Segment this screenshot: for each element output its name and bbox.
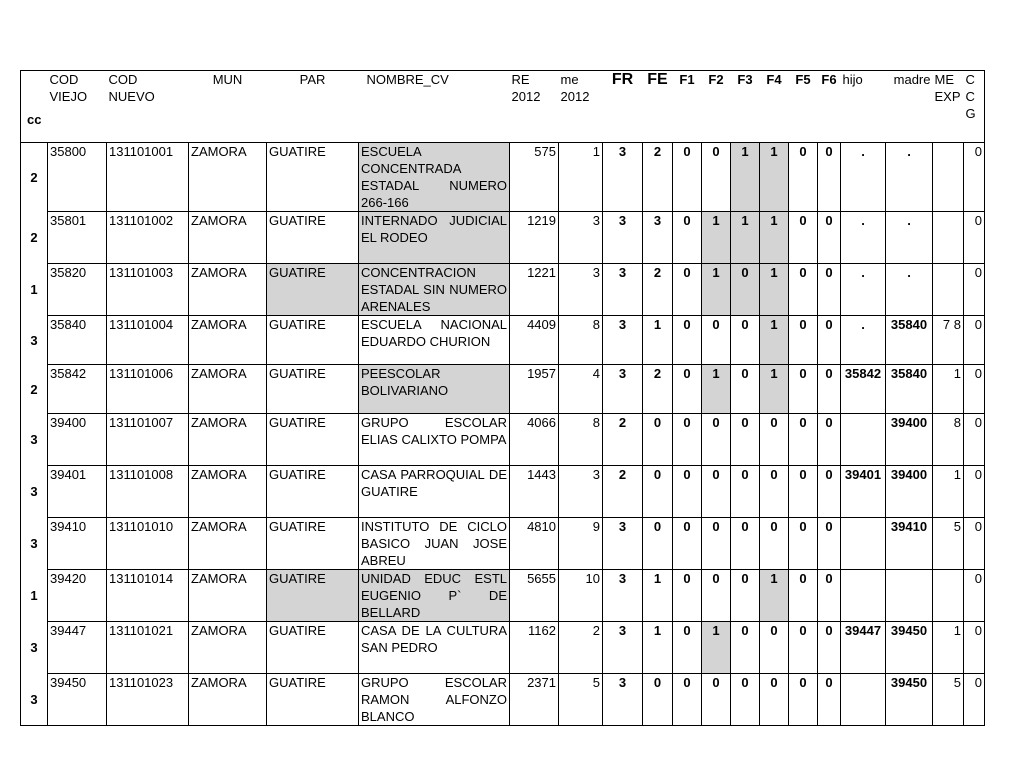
f3-cell: 0 bbox=[731, 674, 760, 726]
table-body bbox=[21, 143, 985, 726]
table-row bbox=[21, 316, 985, 365]
par-cell: GUATIRE bbox=[267, 570, 359, 622]
f5-cell: 0 bbox=[789, 143, 818, 212]
fr-cell: 3 bbox=[603, 518, 643, 570]
fr-cell: 3 bbox=[603, 365, 643, 414]
nombre-cell: UNIDAD EDUC ESTL EUGENIO P` DE BELLARD bbox=[359, 570, 510, 622]
f3-cell: 0 bbox=[731, 365, 760, 414]
f2-cell: 0 bbox=[702, 316, 731, 365]
f4-cell: 0 bbox=[760, 414, 789, 466]
par-cell: GUATIRE bbox=[267, 143, 359, 212]
f1-cell: 0 bbox=[673, 316, 702, 365]
ccg-cell: 0 bbox=[964, 365, 985, 414]
f1-cell: 0 bbox=[673, 365, 702, 414]
fr-cell: 3 bbox=[603, 212, 643, 264]
header-f2: F2 bbox=[702, 71, 731, 143]
f6-cell: 0 bbox=[818, 264, 841, 316]
hijo-cell bbox=[841, 518, 886, 570]
cod-viejo-cell: 39447 bbox=[48, 622, 107, 674]
table-row bbox=[21, 518, 985, 570]
madre-cell: 39450 bbox=[886, 622, 933, 674]
cc-cell: 3 bbox=[21, 622, 48, 674]
f4-cell: 1 bbox=[760, 316, 789, 365]
f4-cell: 0 bbox=[760, 622, 789, 674]
me-cell: 8 bbox=[559, 316, 603, 365]
ccg-cell: 0 bbox=[964, 466, 985, 518]
me-cell: 3 bbox=[559, 264, 603, 316]
f3-cell: 0 bbox=[731, 414, 760, 466]
cod-nuevo-cell: 131101010 bbox=[107, 518, 189, 570]
ccg-cell: 0 bbox=[964, 143, 985, 212]
par-cell: GUATIRE bbox=[267, 622, 359, 674]
nombre-cell: CASA PARROQUIAL DE GUATIRE bbox=[359, 466, 510, 518]
f6-cell: 0 bbox=[818, 518, 841, 570]
fe-cell: 1 bbox=[643, 316, 673, 365]
re-cell: 2371 bbox=[510, 674, 559, 726]
f5-cell: 0 bbox=[789, 365, 818, 414]
cod-nuevo-cell: 131101014 bbox=[107, 570, 189, 622]
f2-cell: 0 bbox=[702, 518, 731, 570]
f4-cell: 1 bbox=[760, 143, 789, 212]
header-f5: F5 bbox=[789, 71, 818, 143]
cc-cell: 3 bbox=[21, 674, 48, 726]
me-cell: 10 bbox=[559, 570, 603, 622]
me-exp-cell bbox=[933, 570, 964, 622]
par-cell: GUATIRE bbox=[267, 365, 359, 414]
cc-cell: 2 bbox=[21, 212, 48, 264]
mun-cell: ZAMORA bbox=[189, 365, 267, 414]
fr-cell: 3 bbox=[603, 316, 643, 365]
mun-cell: ZAMORA bbox=[189, 212, 267, 264]
mun-cell: ZAMORA bbox=[189, 570, 267, 622]
hijo-cell: . bbox=[841, 143, 886, 212]
header-cod-viejo: COD VIEJO bbox=[48, 71, 107, 143]
header-fr: FR bbox=[603, 71, 643, 143]
nombre-cell: GRUPO ESCOLAR ELIAS CALIXTO POMPA bbox=[359, 414, 510, 466]
cod-nuevo-cell: 131101008 bbox=[107, 466, 189, 518]
re-cell: 1221 bbox=[510, 264, 559, 316]
header-madre: madre bbox=[886, 71, 933, 143]
cod-nuevo-cell: 131101023 bbox=[107, 674, 189, 726]
f3-cell: 0 bbox=[731, 518, 760, 570]
me-exp-cell: 1 bbox=[933, 622, 964, 674]
nombre-cell: INSTITUTO DE CICLO BASICO JUAN JOSE ABREU bbox=[359, 518, 510, 570]
ccg-cell: 0 bbox=[964, 264, 985, 316]
ccg-cell: 0 bbox=[964, 674, 985, 726]
f1-cell: 0 bbox=[673, 143, 702, 212]
mun-cell: ZAMORA bbox=[189, 518, 267, 570]
re-cell: 1219 bbox=[510, 212, 559, 264]
cod-viejo-cell: 39450 bbox=[48, 674, 107, 726]
cod-viejo-cell: 35842 bbox=[48, 365, 107, 414]
header-cod-nuevo: COD NUEVO bbox=[107, 71, 189, 143]
f6-cell: 0 bbox=[818, 212, 841, 264]
table-row bbox=[21, 264, 985, 316]
par-cell: GUATIRE bbox=[267, 466, 359, 518]
cc-cell: 2 bbox=[21, 365, 48, 414]
table-row bbox=[21, 674, 985, 726]
hijo-cell bbox=[841, 674, 886, 726]
table-row bbox=[21, 143, 985, 212]
fr-cell: 3 bbox=[603, 143, 643, 212]
f2-cell: 0 bbox=[702, 570, 731, 622]
cod-nuevo-cell: 131101007 bbox=[107, 414, 189, 466]
table-row bbox=[21, 622, 985, 674]
f5-cell: 0 bbox=[789, 414, 818, 466]
f6-cell: 0 bbox=[818, 674, 841, 726]
fe-cell: 0 bbox=[643, 414, 673, 466]
fe-cell: 2 bbox=[643, 264, 673, 316]
hijo-cell: 39447 bbox=[841, 622, 886, 674]
table-row bbox=[21, 466, 985, 518]
re-cell: 5655 bbox=[510, 570, 559, 622]
mun-cell: ZAMORA bbox=[189, 316, 267, 365]
ccg-cell: 0 bbox=[964, 570, 985, 622]
nombre-cell: CONCENTRACION ESTADAL SIN NUMERO ARENALES bbox=[359, 264, 510, 316]
f1-cell: 0 bbox=[673, 674, 702, 726]
table-row bbox=[21, 365, 985, 414]
f1-cell: 0 bbox=[673, 570, 702, 622]
par-cell: GUATIRE bbox=[267, 316, 359, 365]
f5-cell: 0 bbox=[789, 570, 818, 622]
me-cell: 3 bbox=[559, 466, 603, 518]
fr-cell: 3 bbox=[603, 674, 643, 726]
schools-table bbox=[20, 70, 985, 726]
cod-nuevo-cell: 131101004 bbox=[107, 316, 189, 365]
me-cell: 1 bbox=[559, 143, 603, 212]
mun-cell: ZAMORA bbox=[189, 414, 267, 466]
re-cell: 4066 bbox=[510, 414, 559, 466]
f2-cell: 0 bbox=[702, 143, 731, 212]
madre-cell: 39400 bbox=[886, 414, 933, 466]
fe-cell: 1 bbox=[643, 622, 673, 674]
header-ccg: C C G bbox=[964, 71, 985, 143]
f1-cell: 0 bbox=[673, 414, 702, 466]
ccg-cell: 0 bbox=[964, 316, 985, 365]
f3-cell: 0 bbox=[731, 264, 760, 316]
re-cell: 1957 bbox=[510, 365, 559, 414]
table-header bbox=[21, 71, 985, 143]
cod-viejo-cell: 35840 bbox=[48, 316, 107, 365]
hijo-cell bbox=[841, 570, 886, 622]
fr-cell: 3 bbox=[603, 264, 643, 316]
madre-cell: 39450 bbox=[886, 674, 933, 726]
header-me-exp: ME EXP bbox=[933, 71, 964, 143]
header-mun: MUN bbox=[189, 71, 267, 143]
f5-cell: 0 bbox=[789, 316, 818, 365]
f6-cell: 0 bbox=[818, 316, 841, 365]
header-nombre: NOMBRE_CV bbox=[359, 71, 510, 143]
f1-cell: 0 bbox=[673, 264, 702, 316]
me-exp-cell: 5 bbox=[933, 674, 964, 726]
mun-cell: ZAMORA bbox=[189, 143, 267, 212]
f1-cell: 0 bbox=[673, 518, 702, 570]
f6-cell: 0 bbox=[818, 622, 841, 674]
mun-cell: ZAMORA bbox=[189, 466, 267, 518]
fe-cell: 1 bbox=[643, 570, 673, 622]
f5-cell: 0 bbox=[789, 466, 818, 518]
mun-cell: ZAMORA bbox=[189, 622, 267, 674]
re-cell: 1162 bbox=[510, 622, 559, 674]
f5-cell: 0 bbox=[789, 674, 818, 726]
header-me: me 2012 bbox=[559, 71, 603, 143]
cc-cell: 3 bbox=[21, 316, 48, 365]
f1-cell: 0 bbox=[673, 466, 702, 518]
me-cell: 9 bbox=[559, 518, 603, 570]
madre-cell: 39410 bbox=[886, 518, 933, 570]
f3-cell: 0 bbox=[731, 570, 760, 622]
f4-cell: 1 bbox=[760, 264, 789, 316]
f2-cell: 1 bbox=[702, 365, 731, 414]
ccg-cell: 0 bbox=[964, 518, 985, 570]
f3-cell: 1 bbox=[731, 143, 760, 212]
nombre-cell: PEESCOLAR BOLIVARIANO bbox=[359, 365, 510, 414]
cc-cell: 2 bbox=[21, 143, 48, 212]
f1-cell: 0 bbox=[673, 212, 702, 264]
f3-cell: 0 bbox=[731, 316, 760, 365]
fe-cell: 0 bbox=[643, 466, 673, 518]
mun-cell: ZAMORA bbox=[189, 264, 267, 316]
f5-cell: 0 bbox=[789, 518, 818, 570]
f4-cell: 1 bbox=[760, 570, 789, 622]
fe-cell: 0 bbox=[643, 518, 673, 570]
cod-nuevo-cell: 131101006 bbox=[107, 365, 189, 414]
me-cell: 2 bbox=[559, 622, 603, 674]
hijo-cell bbox=[841, 414, 886, 466]
madre-cell: . bbox=[886, 212, 933, 264]
header-f4: F4 bbox=[760, 71, 789, 143]
header-fe: FE bbox=[643, 71, 673, 143]
me-exp-cell: 7 8 bbox=[933, 316, 964, 365]
f6-cell: 0 bbox=[818, 365, 841, 414]
cc-cell: 3 bbox=[21, 414, 48, 466]
header-f6: F6 bbox=[818, 71, 841, 143]
table-row bbox=[21, 414, 985, 466]
re-cell: 575 bbox=[510, 143, 559, 212]
par-cell: GUATIRE bbox=[267, 518, 359, 570]
madre-cell: 35840 bbox=[886, 365, 933, 414]
par-cell: GUATIRE bbox=[267, 264, 359, 316]
re-cell: 1443 bbox=[510, 466, 559, 518]
madre-cell: 39400 bbox=[886, 466, 933, 518]
par-cell: GUATIRE bbox=[267, 414, 359, 466]
me-cell: 4 bbox=[559, 365, 603, 414]
f2-cell: 1 bbox=[702, 212, 731, 264]
fe-cell: 2 bbox=[643, 143, 673, 212]
f3-cell: 0 bbox=[731, 622, 760, 674]
hijo-cell: 35842 bbox=[841, 365, 886, 414]
f6-cell: 0 bbox=[818, 466, 841, 518]
header-f1: F1 bbox=[673, 71, 702, 143]
par-cell: GUATIRE bbox=[267, 212, 359, 264]
cc-cell: 3 bbox=[21, 466, 48, 518]
ccg-cell: 0 bbox=[964, 622, 985, 674]
f2-cell: 0 bbox=[702, 466, 731, 518]
cod-viejo-cell: 35800 bbox=[48, 143, 107, 212]
me-exp-cell: 8 bbox=[933, 414, 964, 466]
cod-viejo-cell: 35801 bbox=[48, 212, 107, 264]
hijo-cell: . bbox=[841, 264, 886, 316]
hijo-cell: . bbox=[841, 316, 886, 365]
f6-cell: 0 bbox=[818, 570, 841, 622]
fr-cell: 2 bbox=[603, 466, 643, 518]
f4-cell: 1 bbox=[760, 212, 789, 264]
f5-cell: 0 bbox=[789, 212, 818, 264]
f4-cell: 0 bbox=[760, 674, 789, 726]
cod-viejo-cell: 39410 bbox=[48, 518, 107, 570]
f6-cell: 0 bbox=[818, 143, 841, 212]
me-exp-cell: 1 bbox=[933, 365, 964, 414]
me-cell: 5 bbox=[559, 674, 603, 726]
cod-viejo-cell: 39400 bbox=[48, 414, 107, 466]
nombre-cell: GRUPO ESCOLAR RAMON ALFONZO BLANCO bbox=[359, 674, 510, 726]
header-par: PAR bbox=[267, 71, 359, 143]
ccg-cell: 0 bbox=[964, 212, 985, 264]
f6-cell: 0 bbox=[818, 414, 841, 466]
cc-cell: 1 bbox=[21, 570, 48, 622]
madre-cell: 35840 bbox=[886, 316, 933, 365]
cod-nuevo-cell: 131101002 bbox=[107, 212, 189, 264]
f3-cell: 1 bbox=[731, 212, 760, 264]
fr-cell: 3 bbox=[603, 570, 643, 622]
cod-nuevo-cell: 131101001 bbox=[107, 143, 189, 212]
nombre-cell: CASA DE LA CULTURA SAN PEDRO bbox=[359, 622, 510, 674]
cc-cell: 1 bbox=[21, 264, 48, 316]
me-exp-cell: 5 bbox=[933, 518, 964, 570]
table-row bbox=[21, 212, 985, 264]
f2-cell: 0 bbox=[702, 674, 731, 726]
me-cell: 3 bbox=[559, 212, 603, 264]
ccg-cell: 0 bbox=[964, 414, 985, 466]
f2-cell: 1 bbox=[702, 622, 731, 674]
f5-cell: 0 bbox=[789, 264, 818, 316]
me-exp-cell: 1 bbox=[933, 466, 964, 518]
hijo-cell: 39401 bbox=[841, 466, 886, 518]
cod-viejo-cell: 39420 bbox=[48, 570, 107, 622]
madre-cell bbox=[886, 570, 933, 622]
f5-cell: 0 bbox=[789, 622, 818, 674]
cc-cell: 3 bbox=[21, 518, 48, 570]
mun-cell: ZAMORA bbox=[189, 674, 267, 726]
re-cell: 4810 bbox=[510, 518, 559, 570]
f4-cell: 1 bbox=[760, 365, 789, 414]
nombre-cell: INTERNADO JUDICIAL EL RODEO bbox=[359, 212, 510, 264]
me-cell: 8 bbox=[559, 414, 603, 466]
hijo-cell: . bbox=[841, 212, 886, 264]
fe-cell: 3 bbox=[643, 212, 673, 264]
nombre-cell: ESCUELA CONCENTRADA ESTADAL NUMERO 266-166 bbox=[359, 143, 510, 212]
madre-cell: . bbox=[886, 264, 933, 316]
fr-cell: 2 bbox=[603, 414, 643, 466]
cod-viejo-cell: 39401 bbox=[48, 466, 107, 518]
header-f3: F3 bbox=[731, 71, 760, 143]
me-exp-cell bbox=[933, 212, 964, 264]
table-row bbox=[21, 570, 985, 622]
fe-cell: 0 bbox=[643, 674, 673, 726]
f3-cell: 0 bbox=[731, 466, 760, 518]
madre-cell: . bbox=[886, 143, 933, 212]
cod-nuevo-cell: 131101021 bbox=[107, 622, 189, 674]
nombre-cell: ESCUELA NACIONAL EDUARDO CHURION bbox=[359, 316, 510, 365]
me-exp-cell bbox=[933, 143, 964, 212]
par-cell: GUATIRE bbox=[267, 674, 359, 726]
header-cc: cc bbox=[21, 71, 48, 143]
fr-cell: 3 bbox=[603, 622, 643, 674]
header-hijo: hijo bbox=[841, 71, 886, 143]
me-exp-cell bbox=[933, 264, 964, 316]
f1-cell: 0 bbox=[673, 622, 702, 674]
cod-viejo-cell: 35820 bbox=[48, 264, 107, 316]
f4-cell: 0 bbox=[760, 466, 789, 518]
f2-cell: 1 bbox=[702, 264, 731, 316]
fe-cell: 2 bbox=[643, 365, 673, 414]
cod-nuevo-cell: 131101003 bbox=[107, 264, 189, 316]
header-re: RE 2012 bbox=[510, 71, 559, 143]
re-cell: 4409 bbox=[510, 316, 559, 365]
f4-cell: 0 bbox=[760, 518, 789, 570]
f2-cell: 0 bbox=[702, 414, 731, 466]
